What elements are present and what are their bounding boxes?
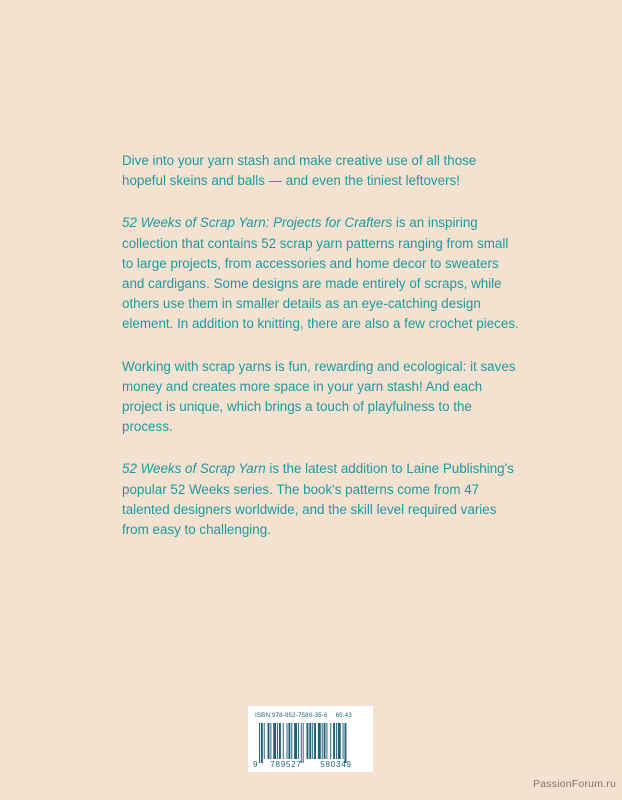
isbn-barcode-panel	[248, 706, 373, 772]
isbn-price-code: 65.43	[335, 712, 352, 719]
barcode-bar	[322, 723, 323, 759]
barcode-bar	[324, 723, 326, 759]
barcode-digits-right: 580349	[320, 760, 352, 769]
isbn-label-row	[255, 712, 352, 719]
barcode-bar	[288, 723, 290, 759]
isbn-number: ISBN 978-952-7580-35-6	[255, 712, 328, 719]
paragraph-collection	[122, 213, 522, 334]
barcode-bar	[277, 723, 278, 759]
book-title-italic: 52 Weeks of Scrap Yarn: Projects for Crafters	[122, 215, 393, 231]
barcode-bar	[294, 723, 297, 759]
barcode-bar	[307, 723, 309, 759]
barcode-bar	[264, 723, 265, 759]
barcode-bar	[338, 723, 341, 759]
barcode-bar	[309, 723, 311, 759]
barcode-bar	[287, 723, 288, 759]
barcode-bar	[270, 723, 271, 759]
paragraph-series	[122, 459, 522, 540]
barcode-bar	[318, 723, 321, 759]
barcode-bar	[345, 723, 347, 763]
barcode-bar	[268, 723, 270, 759]
barcode-digits-left: 789527	[270, 760, 302, 769]
paragraph-intro	[122, 151, 522, 191]
barcode-bar	[301, 723, 302, 763]
barcode-bar	[336, 723, 337, 759]
barcode-image	[252, 721, 368, 769]
back-cover-description	[122, 151, 522, 562]
paragraph-series-text: is the latest addition to Laine Publishing's popular 52 Weeks series. The book's patterns come from 47 talented designers worldwide, and the skill level required varies from easy to challenging.	[122, 461, 514, 538]
barcode-bar	[259, 723, 260, 763]
paragraph-collection-text: is an inspiring collection that contains 52 scrap yarn patterns ranging from small to large projects, from accessories and home decor to sweaters and cardigans. Some designs are made entirely of scraps, while others use them in smaller details as an eye-catching design element. In addition to knitting, there are also a few crochet pieces.	[122, 215, 519, 332]
paragraph-intro-text: Dive into your yarn stash and make creative use of all those hopeful skeins and balls — and even the tiniest leftovers!	[122, 153, 477, 189]
barcode-digit-prefix: 9	[253, 760, 258, 769]
book-short-title-italic: 52 Weeks of Scrap Yarn	[122, 461, 266, 477]
barcode-bar	[283, 723, 284, 759]
barcode-bar	[298, 723, 299, 759]
barcode-bar	[330, 723, 331, 759]
barcode-bar	[303, 723, 304, 763]
paragraph-benefits-text: Working with scrap yarns is fun, rewarding and ecological: it saves money and creates more space in your yarn stash! And each project is unique, which brings a touch of playfulness to the process.	[122, 358, 516, 435]
barcode-bar	[333, 723, 335, 759]
paragraph-benefits	[122, 357, 522, 438]
barcode-bar	[291, 723, 292, 759]
barcode-bar	[326, 723, 327, 759]
barcode-bar	[314, 723, 316, 759]
watermark: PassionForum.ru	[533, 778, 616, 790]
barcode-bar	[261, 723, 263, 763]
barcode-bar	[273, 723, 276, 759]
barcode-bar	[312, 723, 313, 759]
barcode-bar	[279, 723, 281, 759]
barcode-bar	[343, 723, 344, 759]
